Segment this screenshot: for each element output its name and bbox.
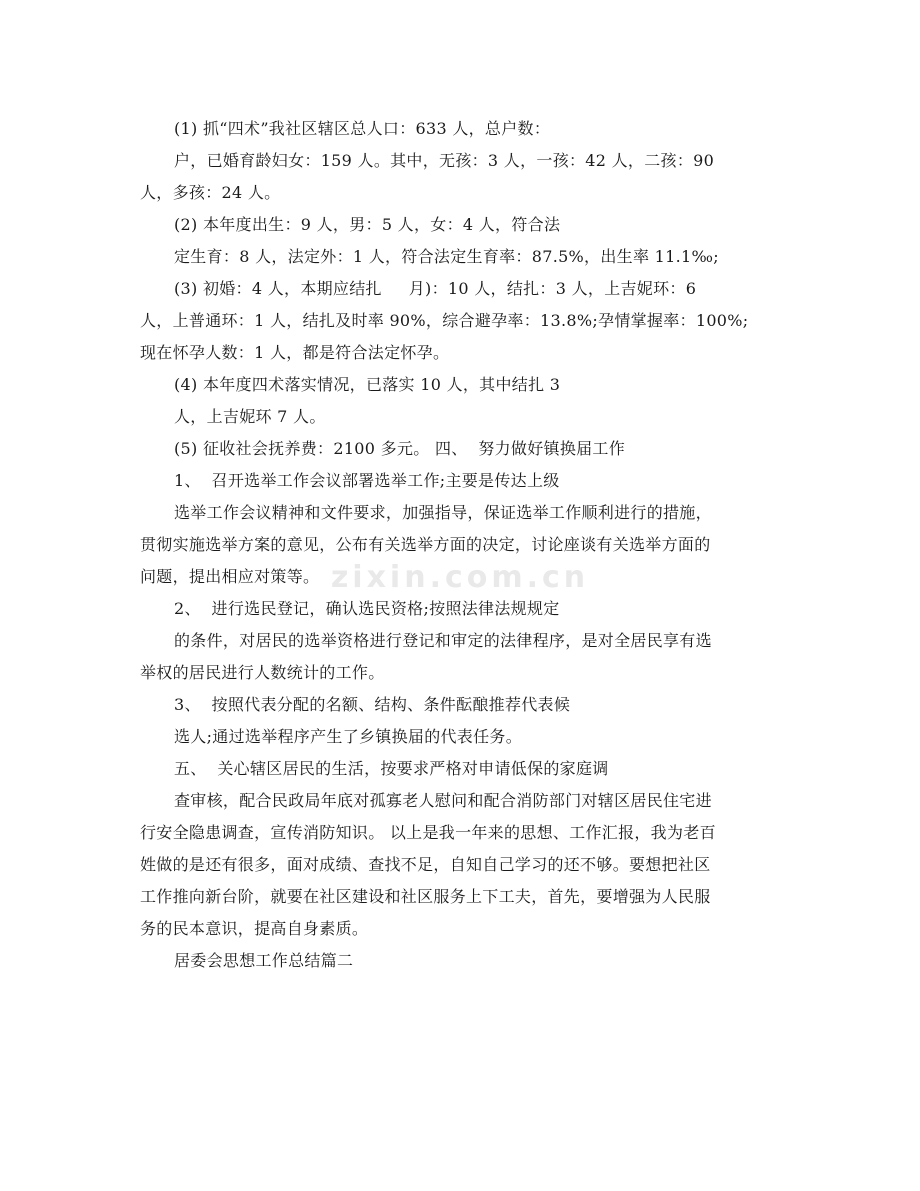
text-line: 1、 召开选举工作会议部署选举工作;主要是传达上级: [174, 471, 560, 490]
text-line: 选人;通过选举程序产生了乡镇换届的代表任务。: [174, 727, 522, 746]
text-line: (2) 本年度出生：9 人，男：5 人，女：4 人，符合法: [174, 215, 561, 234]
text-line: 的条件，对居民的选举资格进行登记和审定的法律程序，是对全居民享有选: [174, 631, 712, 650]
text-line: 户，已婚育龄妇女：159 人。其中，无孩：3 人，一孩：42 人，二孩：90: [174, 151, 715, 170]
text-line: 贯彻实施选举方案的意见，公布有关选举方面的决定，讨论座谈有关选举方面的: [140, 535, 711, 554]
text-line: (1) 抓“四术”我社区辖区总人口：633 人，总户数：: [174, 119, 551, 138]
text-line: 查审核，配合民政局年底对孤寡老人慰问和配合消防部门对辖区居民住宅进: [174, 791, 712, 810]
text-line: 人，上普通环：1 人，结扎及时率 90%，综合避孕率：13.8%;孕情掌握率：100%;: [140, 311, 749, 330]
text-line: (5) 征收社会抚养费：2100 多元。 四、 努力做好镇换届工作: [174, 439, 626, 458]
document-body: [140, 113, 780, 977]
text-line: (3) 初婚：4 人，本期应结扎 月)：10 人，结扎：3 人，上吉妮环：6: [174, 279, 697, 298]
text-line: 问题，提出相应对策等。: [140, 567, 320, 586]
text-line: 工作推向新台阶，就要在社区建设和社区服务上下工夫，首先，要增强为人民服: [140, 887, 711, 906]
text-line: 人，多孩：24 人。: [140, 183, 281, 202]
text-line: 2、 进行选民登记，确认选民资格;按照法律法规规定: [174, 599, 560, 618]
text-line: 举权的居民进行人数统计的工作。: [140, 663, 385, 682]
text-line: (4) 本年度四术落实情况，已落实 10 人，其中结扎 3: [174, 375, 561, 394]
watermark: zixin.com.cn: [330, 560, 590, 595]
text-line: 务的民本意识，提高自身素质。: [140, 919, 369, 938]
text-line: 居委会思想工作总结篇二: [174, 951, 354, 970]
text-line: 现在怀孕人数：1 人，都是符合法定怀孕。: [140, 343, 450, 362]
text-line: 人，上吉妮环 7 人。: [174, 407, 326, 426]
text-line: 五、 关心辖区居民的生活，按要求严格对申请低保的家庭调: [174, 759, 609, 778]
text-line: 姓做的是还有很多，面对成绩、查找不足，自知自己学习的还不够。要想把社区: [140, 855, 711, 874]
text-line: 行安全隐患调查，宣传消防知识。 以上是我一年来的思想、工作汇报，我为老百: [140, 823, 716, 842]
text-line: 定生育：8 人，法定外：1 人，符合法定生育率：87.5%，出生率 11.1‰;: [174, 247, 719, 266]
text-line: 选举工作会议精神和文件要求，加强指导，保证选举工作顺利进行的措施，: [174, 503, 712, 522]
text-line: 3、 按照代表分配的名额、结构、条件酝酿推荐代表候: [174, 695, 571, 714]
